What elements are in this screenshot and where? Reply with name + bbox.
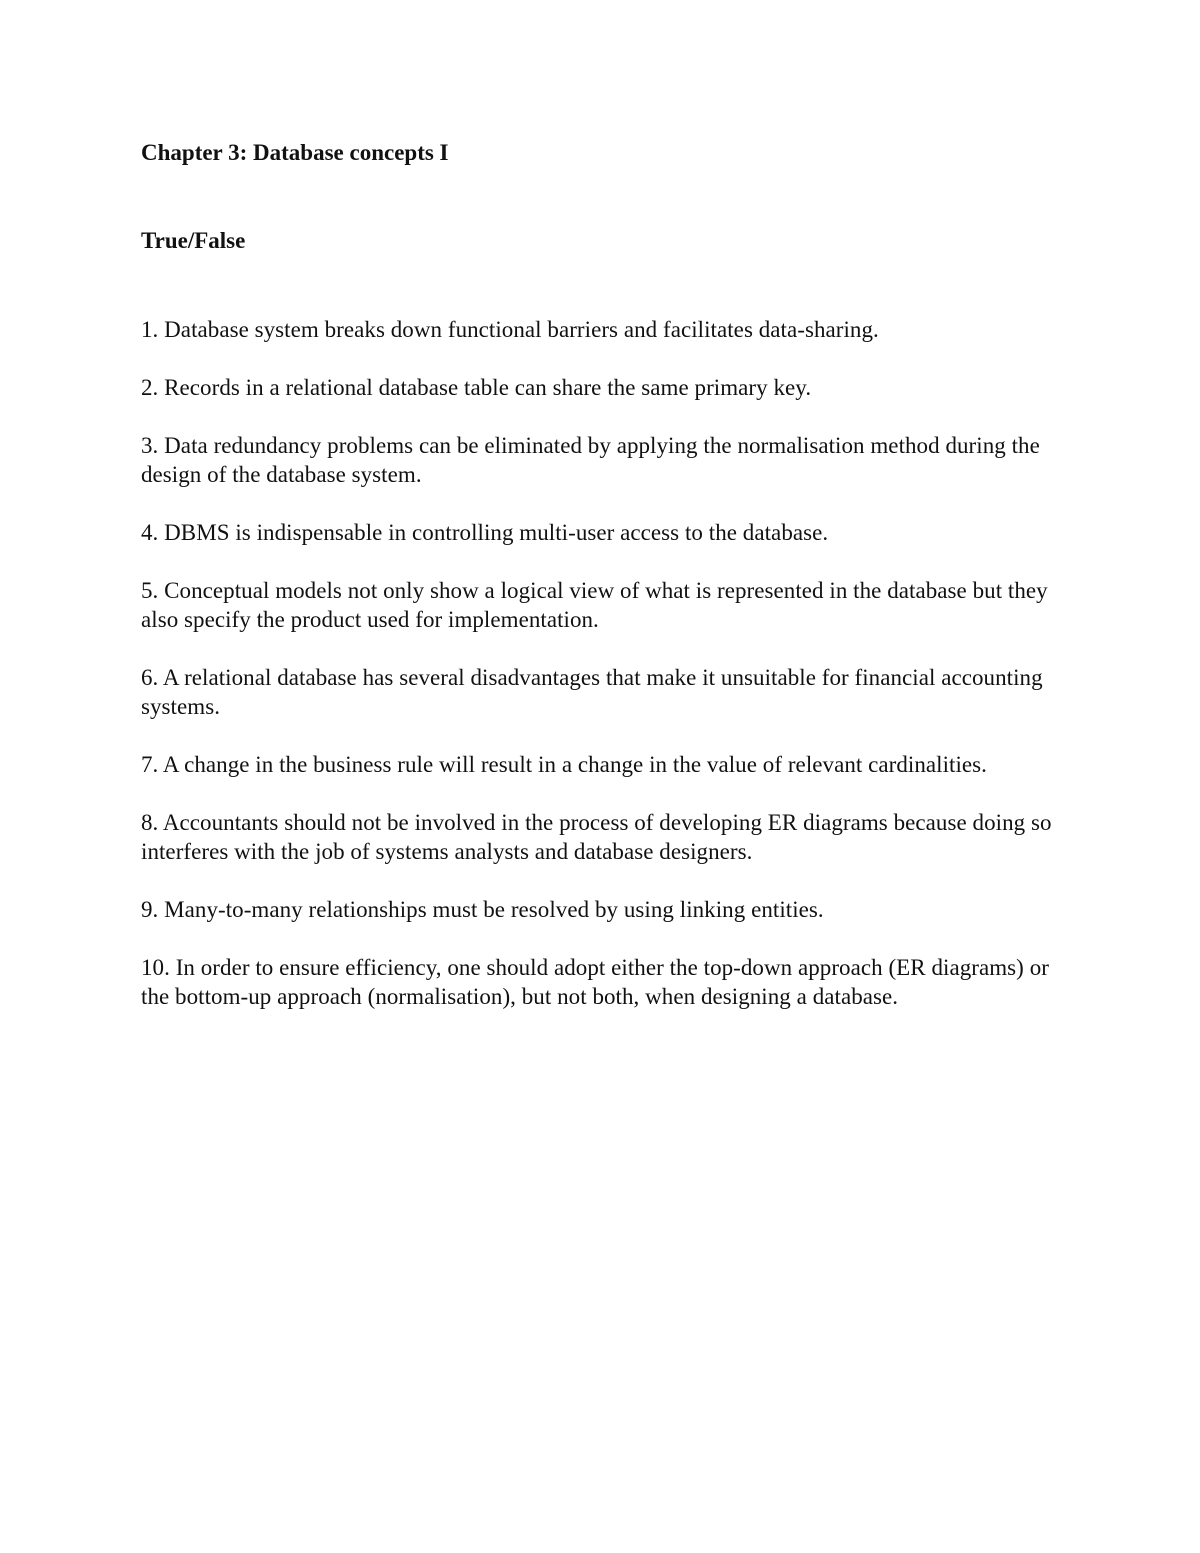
question-item: 1. Database system breaks down functional barriers and facilitates data-sharing. [141,317,879,342]
question-item: 5. Conceptual models not only show a logical view of what is represented in the database but they also specify the product used for implementation. [141,578,1048,632]
question-item: 6. A relational database has several disadvantages that make it unsuitable for financial accounting systems. [141,665,1043,719]
question-item: 2. Records in a relational database table can share the same primary key. [141,375,812,400]
question-item: 4. DBMS is indispensable in controlling multi-user access to the database. [141,520,829,545]
question-item: 7. A change in the business rule will result in a change in the value of relevant cardinalities. [141,752,987,777]
question-list [141,315,1071,1011]
document-content [141,138,1071,1040]
chapter-title: Chapter 3: Database concepts I [141,140,449,165]
question-item: 9. Many-to-many relationships must be resolved by using linking entities. [141,897,824,922]
section-heading: True/False [141,228,246,253]
question-item: 10. In order to ensure efficiency, one should adopt either the top-down approach (ER diagrams) or the bottom-up approach (normalisation), but not both, when designing a database. [141,955,1049,1009]
question-item: 8. Accountants should not be involved in the process of developing ER diagrams because doing so interferes with the job of systems analysts and database designers. [141,810,1052,864]
question-item: 3. Data redundancy problems can be eliminated by applying the normalisation method during the design of the database system. [141,433,1040,487]
